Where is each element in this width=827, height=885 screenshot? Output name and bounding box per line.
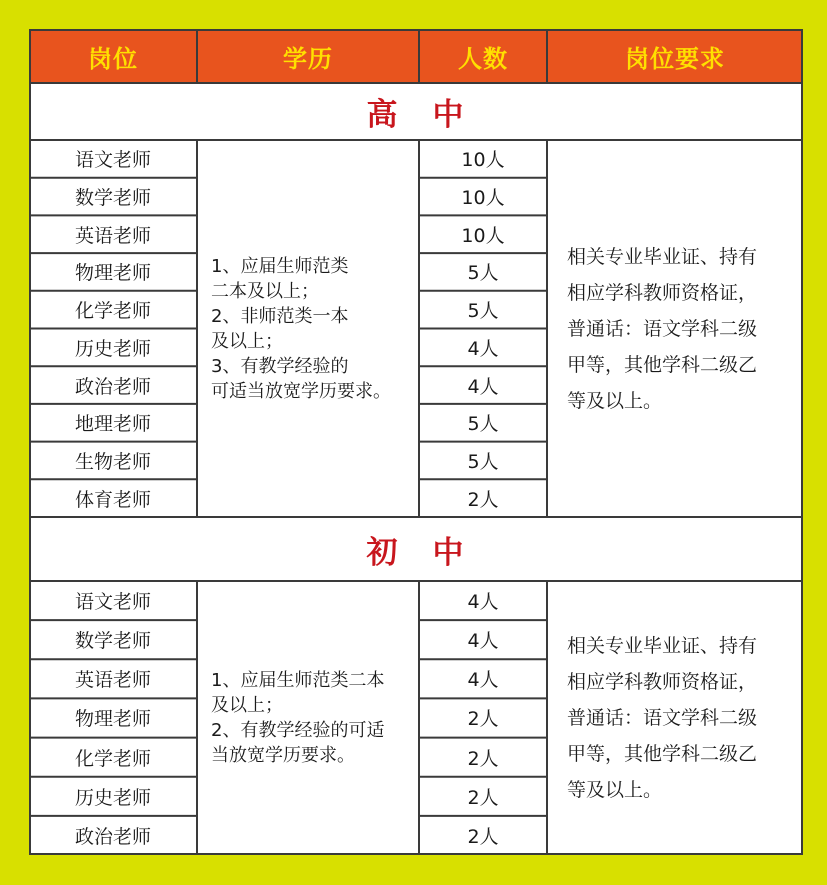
count-cell: 5人: [467, 300, 499, 323]
edu-line: 2、有教学经验的可适: [211, 720, 385, 741]
count-cell: 4人: [467, 591, 499, 614]
count-cell: 2人: [467, 708, 499, 731]
header-count: 人数: [419, 29, 547, 83]
count-cell: 4人: [467, 669, 499, 692]
count-cell: 10人: [461, 224, 505, 247]
req-line: 等及以上。: [567, 779, 663, 801]
edu-line: 及以上；: [211, 695, 283, 716]
req-line: 相应学科教师资格证，: [567, 671, 758, 693]
count-cell: 2人: [467, 747, 499, 770]
count-cell: 5人: [467, 262, 499, 285]
edu-line: 2、非师范类一本: [211, 305, 349, 327]
req-line: 相关专业毕业证、持有: [567, 635, 758, 657]
req-line: 等及以上。: [567, 389, 663, 412]
position-cell: 历史老师: [74, 786, 151, 809]
position-cell: 数学老师: [74, 630, 151, 653]
count-cell: 2人: [467, 825, 499, 848]
position-cell: 语文老师: [74, 149, 151, 172]
count-cell: 2人: [467, 488, 499, 511]
position-cell: 英语老师: [74, 669, 151, 692]
count-cell: 5人: [467, 450, 499, 473]
position-cell: 数学老师: [74, 187, 151, 210]
position-cell: 物理老师: [74, 708, 151, 731]
req-line: 甲等，其他学科二级乙: [567, 743, 758, 765]
count-cell: 5人: [467, 413, 499, 436]
req-line: 普通话：语文学科二级: [567, 317, 758, 340]
req-line: 普通话：语文学科二级: [567, 707, 758, 729]
count-cell: 2人: [467, 786, 499, 809]
position-cell: 物理老师: [74, 262, 151, 285]
section-title-middle-school: 初 中: [366, 534, 466, 571]
count-cell: 4人: [467, 375, 499, 398]
position-cell: 语文老师: [74, 591, 151, 614]
position-cell: 政治老师: [74, 375, 151, 398]
edu-line: 当放宽学历要求。: [211, 745, 355, 766]
edu-line: 可适当放宽学历要求。: [211, 380, 391, 402]
edu-line: 1、应届生师范类二本: [211, 670, 385, 691]
section-title-high-school: 高 中: [366, 97, 466, 133]
count-cell: 4人: [467, 337, 499, 360]
position-cell: 生物老师: [74, 450, 151, 473]
header-position: 岗位: [29, 29, 197, 83]
header-education: 学历: [197, 29, 419, 83]
req-line: 相关专业毕业证、持有: [567, 245, 758, 268]
edu-line: 3、有教学经验的: [211, 355, 349, 377]
edu-line: 二本及以上；: [211, 280, 319, 302]
position-cell: 英语老师: [74, 224, 151, 247]
req-line: 甲等，其他学科二级乙: [567, 353, 758, 376]
count-cell: 10人: [461, 149, 505, 172]
req-line: 相应学科教师资格证，: [567, 281, 758, 304]
position-cell: 化学老师: [74, 300, 151, 323]
position-cell: 政治老师: [74, 825, 151, 848]
table-grid-lines: [29, 29, 803, 855]
position-cell: 体育老师: [74, 488, 151, 511]
count-cell: 4人: [467, 630, 499, 653]
edu-line: 1、应届生师范类: [211, 255, 349, 277]
position-cell: 地理老师: [74, 413, 151, 436]
recruitment-table: [29, 29, 803, 855]
position-cell: 历史老师: [74, 337, 151, 360]
edu-line: 及以上；: [211, 330, 283, 352]
header-requirement: 岗位要求: [547, 29, 803, 83]
count-cell: 10人: [461, 187, 505, 210]
position-cell: 化学老师: [74, 747, 151, 770]
